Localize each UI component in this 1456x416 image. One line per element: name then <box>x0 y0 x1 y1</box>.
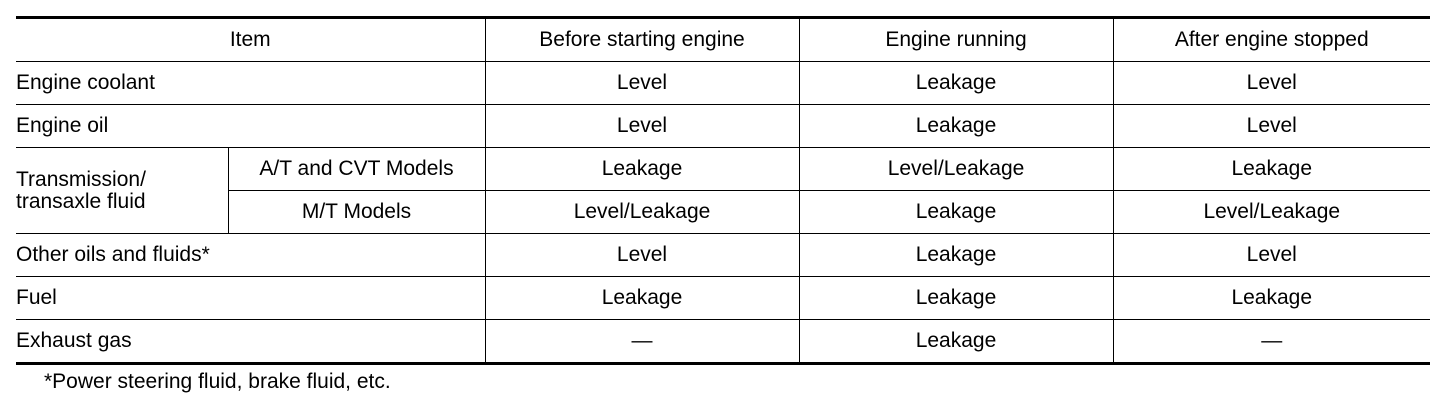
inspection-table <box>16 16 1430 365</box>
header-engine-running: Engine running <box>799 18 1113 62</box>
cell-before: Leakage <box>485 148 799 191</box>
cell-after: Leakage <box>1113 148 1430 191</box>
table-row <box>16 148 1430 191</box>
footnote: *Power steering fluid, brake fluid, etc. <box>44 370 391 393</box>
cell-after: Leakage <box>1113 277 1430 320</box>
cell-after: Level <box>1113 105 1430 148</box>
row-sub-label: A/T and CVT Models <box>228 148 485 191</box>
row-sub-label: M/T Models <box>228 191 485 234</box>
cell-before: Level <box>485 105 799 148</box>
row-item-label: Exhaust gas <box>16 320 485 364</box>
table-row <box>16 191 1430 234</box>
table-row <box>16 105 1430 148</box>
table-row <box>16 277 1430 320</box>
table-row <box>16 234 1430 277</box>
row-item-label: Transmission/ transaxle fluid <box>16 148 228 234</box>
cell-running: Leakage <box>799 191 1113 234</box>
table-row <box>16 62 1430 105</box>
cell-before: Level/Leakage <box>485 191 799 234</box>
cell-after: Level <box>1113 234 1430 277</box>
row-item-label: Fuel <box>16 277 485 320</box>
cell-running: Leakage <box>799 62 1113 105</box>
cell-after: — <box>1113 320 1430 364</box>
cell-running: Leakage <box>799 277 1113 320</box>
cell-running: Leakage <box>799 234 1113 277</box>
cell-running: Level/Leakage <box>799 148 1113 191</box>
cell-running: Leakage <box>799 105 1113 148</box>
cell-before: — <box>485 320 799 364</box>
table-row <box>16 320 1430 364</box>
cell-before: Leakage <box>485 277 799 320</box>
row-item-label: Other oils and fluids* <box>16 234 485 277</box>
cell-before: Level <box>485 234 799 277</box>
cell-after: Level <box>1113 62 1430 105</box>
cell-running: Leakage <box>799 320 1113 364</box>
cell-before: Level <box>485 62 799 105</box>
header-item: Item <box>16 18 485 62</box>
row-item-label: Engine coolant <box>16 62 485 105</box>
row-item-label: Engine oil <box>16 105 485 148</box>
cell-after: Level/Leakage <box>1113 191 1430 234</box>
header-after-stopped: After engine stopped <box>1113 18 1430 62</box>
header-before-starting: Before starting engine <box>485 18 799 62</box>
header-row <box>16 18 1430 62</box>
